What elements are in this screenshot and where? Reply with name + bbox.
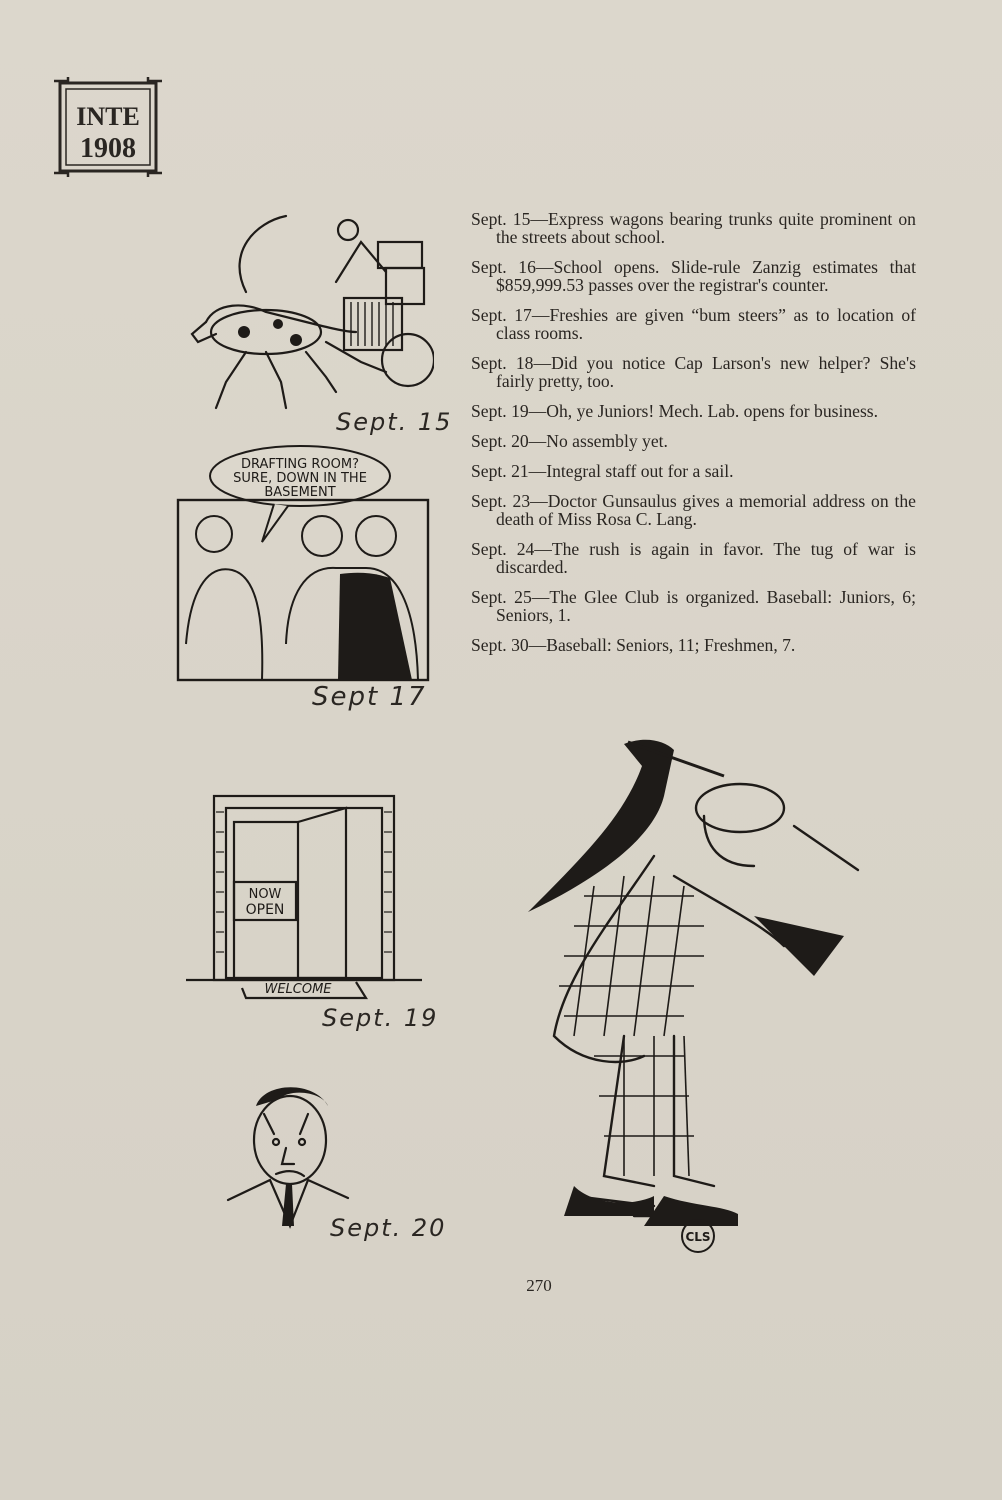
chronicle-entry bbox=[471, 402, 916, 420]
entry-date: Sept. 17 bbox=[471, 305, 532, 325]
chronicle-entry bbox=[471, 210, 916, 246]
sept15-wagon-illustration bbox=[186, 212, 434, 414]
chronicle-entry bbox=[471, 354, 916, 390]
entry-date: Sept. 25 bbox=[471, 587, 532, 607]
entry-text: —Did you notice Cap Larson's new helper? She's fairly pretty, too. bbox=[496, 353, 916, 391]
entry-text: —Express wagons bearing trunks quite prominent on the streets about school. bbox=[496, 209, 916, 247]
sept20-portrait-illustration bbox=[224, 1076, 354, 1230]
chronicle-entry bbox=[471, 636, 916, 654]
chronicle-entry bbox=[471, 432, 916, 450]
entry-date: Sept. 24 bbox=[471, 539, 535, 559]
entry-text: —Doctor Gunsaulus gives a memorial address on the death of Miss Rosa C. Lang. bbox=[496, 491, 916, 529]
entry-text: —Freshies are given “bum steers” as to location of class rooms. bbox=[496, 305, 916, 343]
speech-line-3: BASEMENT bbox=[264, 485, 336, 500]
fan-with-megaphone-illustration bbox=[524, 736, 864, 1256]
page-number: 270 bbox=[526, 1276, 552, 1295]
entry-date: Sept. 18 bbox=[471, 353, 534, 373]
entry-date: Sept. 23 bbox=[471, 491, 531, 511]
svg-text:INTE: INTE bbox=[76, 102, 140, 131]
entry-date: Sept. 30 bbox=[471, 635, 529, 655]
entry-text: —No assembly yet. bbox=[528, 431, 668, 451]
sign-now: NOW bbox=[248, 887, 282, 902]
welcome-mat: WELCOME bbox=[264, 982, 332, 997]
artist-signature: CLS bbox=[685, 1230, 711, 1244]
entry-date: Sept. 16 bbox=[471, 257, 536, 277]
sept19-caption: Sept. 19 bbox=[322, 1004, 439, 1032]
chronicle-entry bbox=[471, 492, 916, 528]
chronicle-entry bbox=[471, 306, 916, 342]
entry-date: Sept. 20 bbox=[471, 431, 529, 451]
entry-date: Sept. 21 bbox=[471, 461, 529, 481]
chronicle-entry bbox=[471, 540, 916, 576]
speech-line-1: DRAFTING ROOM? bbox=[241, 457, 359, 472]
chronicle-entries bbox=[471, 210, 916, 666]
integral-1908-logo bbox=[54, 77, 162, 177]
sept17-basement-illustration bbox=[176, 444, 430, 682]
entry-text: —Oh, ye Juniors! Mech. Lab. opens for business. bbox=[528, 401, 879, 421]
sept20-caption: Sept. 20 bbox=[330, 1214, 447, 1242]
entry-text: —Integral staff out for a sail. bbox=[528, 461, 734, 481]
sept19-door-illustration bbox=[186, 792, 422, 1008]
svg-text:1908: 1908 bbox=[80, 133, 136, 164]
sept15-caption: Sept. 15 bbox=[336, 408, 453, 436]
entry-text: —School opens. Slide-rule Zanzig estimates that $859,999.53 passes over the registrar's counter. bbox=[496, 257, 917, 295]
entry-date: Sept. 19 bbox=[471, 401, 529, 421]
entry-text: —Baseball: Seniors, 11; Freshmen, 7. bbox=[528, 635, 796, 655]
entry-text: —The rush is again in favor. The tug of war is discarded. bbox=[496, 539, 916, 577]
entry-text: —The Glee Club is organized. Baseball: Juniors, 6; Seniors, 1. bbox=[496, 587, 916, 625]
sept17-caption: Sept 17 bbox=[312, 682, 427, 712]
chronicle-entry bbox=[471, 588, 916, 624]
chronicle-entry bbox=[471, 462, 916, 480]
entry-date: Sept. 15 bbox=[471, 209, 531, 229]
chronicle-entry bbox=[471, 258, 916, 294]
sign-open: OPEN bbox=[245, 902, 285, 918]
speech-line-2: SURE, DOWN IN THE bbox=[233, 471, 367, 486]
